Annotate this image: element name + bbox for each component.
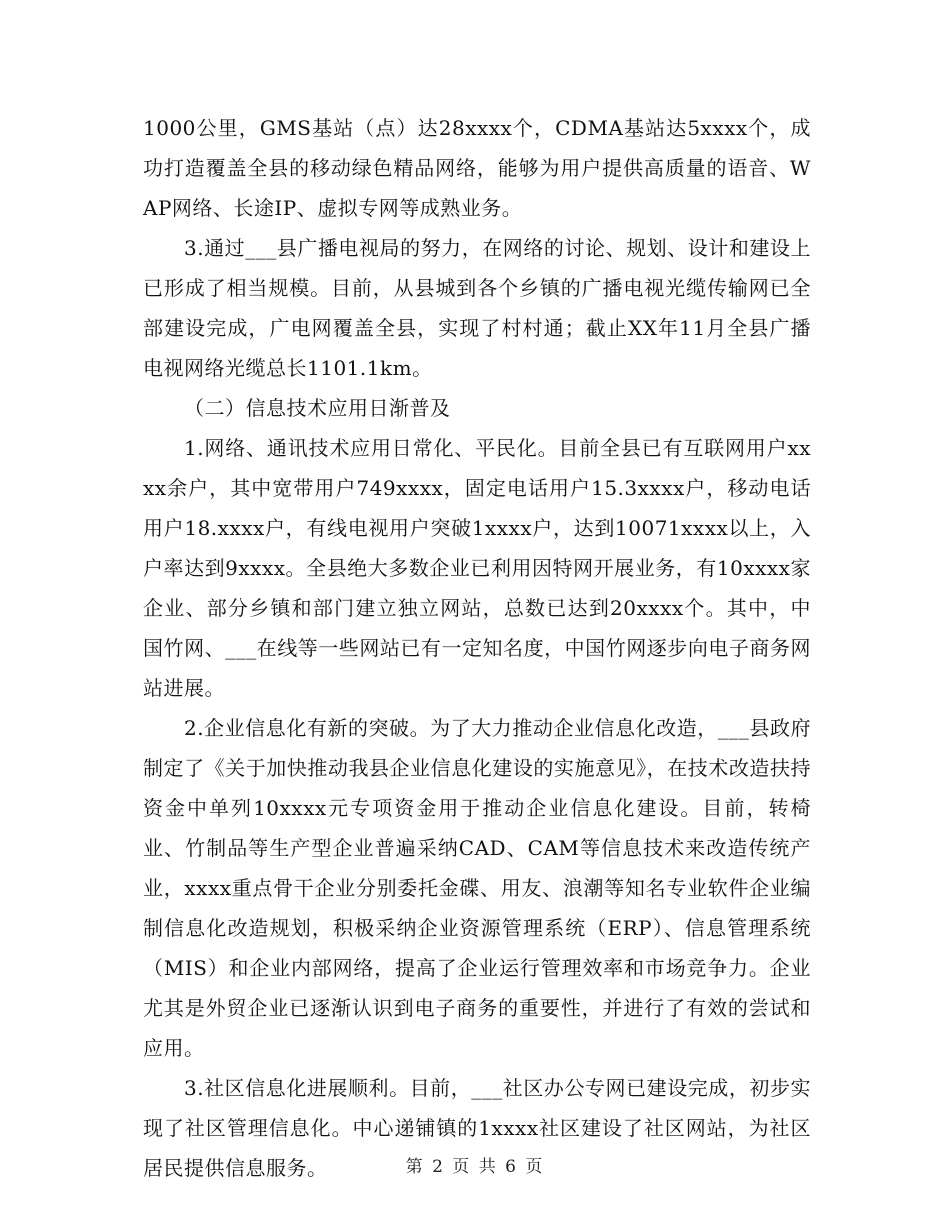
paragraph-network-usage: 1.网络、通讯技术应用日常化、平民化。目前全县已有互联网用户xxxx余户，其中宽带用户749xxxx，固定电话用户15.3xxxx户，移动电话用户18.xxxx户，有线电视用户突破1xxxx户，达到10071xxxx以上，入户率达到9xxxx。全县绝大多数企业已利用因特网开展业务，有10xxxx家企业、部分乡镇和部门建立独立网站，总数已达到20xxxx个。其中，中国竹网、___在线等一些网站已有一定知名度，中国竹网逐步向电子商务网站进展。 [143,436,811,700]
paragraph-continuation: 1000公里，GMS基站（点）达28xxxx个，CDMA基站达5xxxx个，成功打造覆盖全县的移动绿色精品网络，能够为用户提供高质量的语音、WAP网络、长途IP、虚拟专网等成熟业务。 [143,116,811,220]
page-number-footer: 第 2 页 共 6 页 [405,1157,545,1177]
section-heading: （二）信息技术应用日渐普及 [184,396,451,420]
paragraph-community-informatization: 3.社区信息化进展顺利。目前，___社区办公专网已建设完成，初步实现了社区管理信息化。中心递铺镇的1xxxx社区建设了社区网站，为社区居民提供信息服务。 [143,1076,811,1180]
paragraph-enterprise-informatization: 2.企业信息化有新的突破。为了大力推动企业信息化改造，___县政府制定了《关于加快推动我县企业信息化建设的实施意见》，在技术改造扶持资金中单列10xxxx元专项资金用于推动企业信息化建设。目前，转椅业、竹制品等生产型企业普遍采纳CAD、CAM等信息技术来改造传统产业，xxxx重点骨干企业分别委托金碟、用友、浪潮等知名专业软件企业编制信息化改造规划，积极采纳企业资源管理系统（ERP）、信息管理系统（MIS）和企业内部网络，提高了企业运行管理效率和市场竞争力。企业尤其是外贸企业已逐渐认识到电子商务的重要性，并进行了有效的尝试和应用。 [143,716,811,1060]
document-body [143,108,811,1188]
paragraph-broadcast-network: 3.通过___县广播电视局的努力，在网络的讨论、规划、设计和建设上已形成了相当规模。目前，从县城到各个乡镇的广播电视光缆传输网已全部建设完成，广电网覆盖全县，实现了村村通；截止XX年11月全县广播电视网络光缆总长1101.1km。 [143,236,811,380]
